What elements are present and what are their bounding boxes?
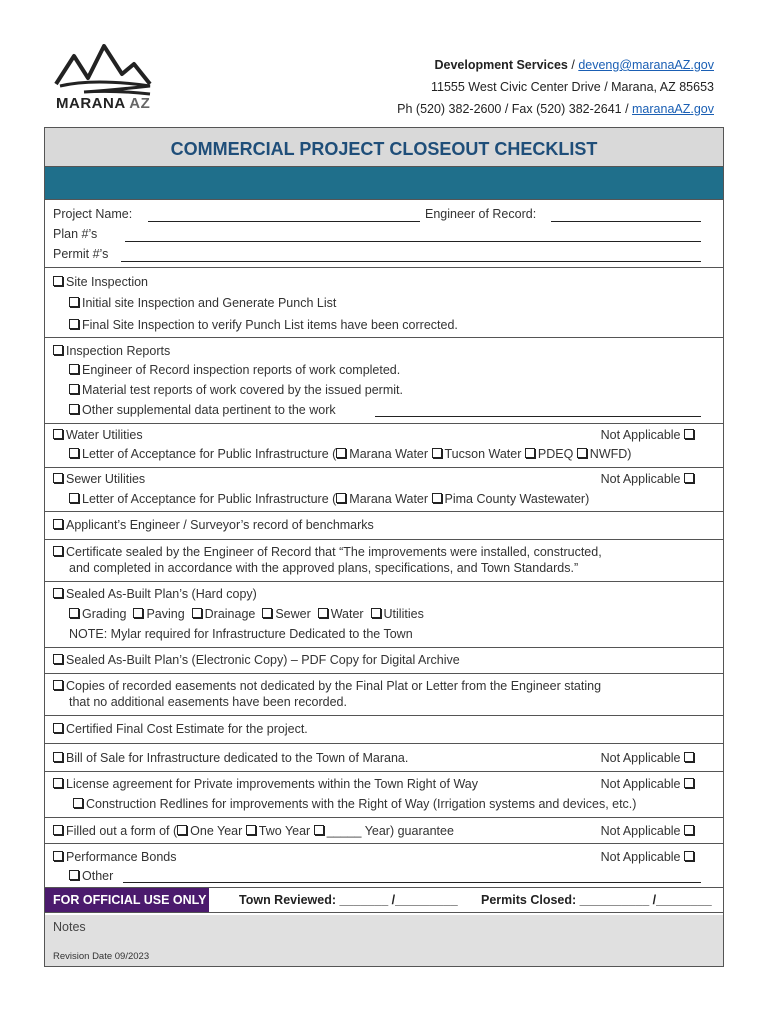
plan-label: Plan #’s [53, 227, 98, 241]
contact-header [397, 54, 714, 120]
checklist-form [44, 127, 724, 967]
pima-county-label: Pima County Wastewater) [444, 492, 590, 506]
separator: / [567, 58, 579, 72]
sewer-letter-checkbox[interactable] [69, 493, 79, 503]
pima-county-checkbox[interactable] [432, 493, 442, 503]
custom-year-checkbox[interactable] [314, 825, 324, 835]
benchmarks-checkbox[interactable] [53, 519, 63, 529]
material-test-checkbox[interactable] [69, 384, 79, 394]
one-year-label: One Year [190, 824, 243, 838]
pdeq-label: PDEQ [537, 447, 574, 461]
utilities-label: Utilities [383, 607, 424, 621]
utilities-checkbox[interactable] [371, 608, 381, 618]
certificate-section [45, 540, 723, 582]
title-accent-band [45, 167, 723, 200]
final-inspection-label: Final Site Inspection to verify Punch List items have been corrected. [82, 318, 458, 332]
cost-estimate-section [45, 716, 723, 744]
sewer-checkbox[interactable] [262, 608, 272, 618]
other-data-checkbox[interactable] [69, 404, 79, 414]
water-utilities-section [45, 424, 723, 468]
other-field[interactable] [123, 882, 701, 883]
nwfd-checkbox[interactable] [577, 448, 587, 458]
guarantee-checkbox[interactable] [53, 825, 63, 835]
water-checkbox[interactable] [318, 608, 328, 618]
inspection-reports-checkbox[interactable] [53, 345, 63, 355]
guarantee-na-label: Not Applicable [600, 824, 681, 838]
revision-date: Revision Date 09/2023 [53, 951, 150, 962]
one-year-checkbox[interactable] [177, 825, 187, 835]
easements-line2: that no additional easements have been recorded. [69, 695, 347, 709]
mylar-note: NOTE: Mylar required for Infrastructure Dedicated to the Town [69, 627, 413, 641]
benchmarks-section [45, 512, 723, 540]
guarantee-section [45, 818, 723, 844]
license-na-label: Not Applicable [600, 777, 681, 791]
redlines-checkbox[interactable] [73, 798, 83, 808]
project-name-field[interactable] [148, 221, 420, 222]
sewer-letter-label: Letter of Acceptance for Public Infrastructure ( [82, 492, 337, 506]
bill-na-label: Not Applicable [600, 751, 681, 765]
drainage-label: Drainage [204, 607, 256, 621]
water-utilities-label: Water Utilities [66, 428, 143, 442]
logo-text-az: AZ [129, 95, 151, 112]
redlines-label: Construction Redlines for improvements with the Right of Way (Irrigation systems and devices, etc.) [86, 797, 637, 811]
water-letter-label: Letter of Acceptance for Public Infrastructure ( [82, 447, 337, 461]
site-inspection-checkbox[interactable] [53, 276, 63, 286]
two-year-checkbox[interactable] [246, 825, 256, 835]
water-letter-checkbox[interactable] [69, 448, 79, 458]
initial-inspection-checkbox[interactable] [69, 297, 79, 307]
asbuilt-electronic-section [45, 648, 723, 674]
bill-of-sale-label: Bill of Sale for Infrastructure dedicated to the Town of Marana. [66, 751, 409, 765]
asbuilt-electronic-checkbox[interactable] [53, 654, 63, 664]
water-label: Water [330, 607, 364, 621]
performance-bonds-section [45, 844, 723, 888]
nwfd-label: NWFD) [589, 447, 632, 461]
sewer-utilities-checkbox[interactable] [53, 473, 63, 483]
asbuilt-hard-checkbox[interactable] [53, 588, 63, 598]
other-label: Other [82, 869, 114, 883]
official-use-tag: FOR OFFICIAL USE ONLY [45, 888, 209, 912]
marana-water-checkbox[interactable] [336, 448, 346, 458]
inspection-reports-section [45, 338, 723, 424]
certificate-line2: and completed in accordance with the approved plans, specifications, and Town Standards.” [69, 561, 579, 575]
engineer-label: Engineer of Record: [425, 207, 537, 221]
sewer-na-checkbox[interactable] [684, 473, 694, 483]
cost-estimate-checkbox[interactable] [53, 723, 63, 733]
asbuilt-hard-label: Sealed As-Built Plan’s (Hard copy) [66, 587, 257, 601]
tucson-water-checkbox[interactable] [432, 448, 442, 458]
logo-text-marana: MARANA [56, 95, 126, 112]
bill-of-sale-checkbox[interactable] [53, 752, 63, 762]
sewer-utilities-label: Sewer Utilities [66, 472, 146, 486]
sewer-marana-water-label: Marana Water [349, 492, 429, 506]
drainage-checkbox[interactable] [192, 608, 202, 618]
two-year-label: Two Year [258, 824, 311, 838]
pdeq-checkbox[interactable] [525, 448, 535, 458]
engineer-field[interactable] [551, 221, 701, 222]
grading-checkbox[interactable] [69, 608, 79, 618]
material-test-label: Material test reports of work covered by the issued permit. [82, 383, 403, 397]
water-na-checkbox[interactable] [684, 429, 694, 439]
notes-label: Notes [53, 920, 86, 934]
inspection-reports-label: Inspection Reports [66, 344, 171, 358]
bonds-na-label: Not Applicable [600, 850, 681, 864]
water-utilities-checkbox[interactable] [53, 429, 63, 439]
license-section [45, 772, 723, 818]
performance-bonds-checkbox[interactable] [53, 851, 63, 861]
license-na-checkbox[interactable] [684, 778, 694, 788]
grading-label: Grading [82, 607, 127, 621]
easements-line1: Copies of recorded easements not dedicated by the Final Plat or Letter from the Engineer stating [66, 679, 602, 693]
site-inspection-section [45, 268, 723, 338]
plan-field[interactable] [125, 241, 701, 242]
initial-inspection-label: Initial site Inspection and Generate Punch List [82, 296, 337, 310]
website-link[interactable]: maranaAZ.gov [632, 102, 714, 116]
cost-estimate-label: Certified Final Cost Estimate for the project. [66, 722, 308, 736]
marana-water-label: Marana Water [349, 447, 429, 461]
bonds-na-checkbox[interactable] [684, 851, 694, 861]
permits-closed[interactable]: Permits Closed: __________ /________ [481, 893, 712, 907]
eor-reports-label: Engineer of Record inspection reports of work completed. [82, 363, 401, 377]
asbuilt-hard-section [45, 582, 723, 648]
water-na-label: Not Applicable [600, 428, 681, 442]
easements-checkbox[interactable] [53, 680, 63, 690]
other-data-label: Other supplemental data pertinent to the work [82, 403, 336, 417]
sewer-utilities-section [45, 468, 723, 512]
eor-reports-checkbox[interactable] [69, 364, 79, 374]
dept-name: Development Services [434, 58, 568, 72]
email-link[interactable]: deveng@maranaAZ.gov [578, 58, 714, 72]
paving-checkbox[interactable] [133, 608, 143, 618]
phone-fax: Ph (520) 382-2600 / Fax (520) 382-2641 / [397, 102, 633, 116]
sewer-label: Sewer [275, 607, 311, 621]
address: 11555 West Civic Center Drive / Marana, AZ 85653 [430, 80, 714, 94]
license-checkbox[interactable] [53, 778, 63, 788]
site-inspection-label: Site Inspection [66, 275, 148, 289]
permit-label: Permit #’s [53, 247, 109, 261]
performance-bonds-label: Performance Bonds [66, 850, 177, 864]
project-name-label: Project Name: [53, 207, 133, 221]
project-info-section [45, 200, 723, 268]
permit-field[interactable] [121, 261, 701, 262]
license-label: License agreement for Private improvements within the Town Right of Way [66, 777, 478, 791]
certificate-checkbox[interactable] [53, 546, 63, 556]
form-title: COMMERCIAL PROJECT CLOSEOUT CHECKLIST [45, 128, 723, 167]
final-inspection-checkbox[interactable] [69, 319, 79, 329]
paving-label: Paving [146, 607, 185, 621]
logo-text [56, 95, 150, 112]
certificate-line1: Certificate sealed by the Engineer of Record that “The improvements were installed, constructed, [66, 545, 602, 559]
guarantee-na-checkbox[interactable] [684, 825, 694, 835]
bill-na-checkbox[interactable] [684, 752, 694, 762]
benchmarks-label: Applicant’s Engineer / Surveyor’s record of benchmarks [66, 518, 374, 532]
custom-year-label: _____ Year) guarantee [326, 824, 454, 838]
asbuilt-electronic-label: Sealed As-Built Plan’s (Electronic Copy) – PDF Copy for Digital Archive [66, 653, 460, 667]
other-data-field[interactable] [375, 416, 701, 417]
town-reviewed[interactable]: Town Reviewed: _______ /_________ [239, 893, 458, 907]
guarantee-prefix: Filled out a form of ( [66, 824, 178, 838]
other-checkbox[interactable] [69, 870, 79, 880]
official-use-bar [45, 888, 723, 913]
bill-of-sale-section [45, 744, 723, 772]
sewer-marana-water-checkbox[interactable] [336, 493, 346, 503]
sewer-na-label: Not Applicable [600, 472, 681, 486]
easements-section [45, 674, 723, 716]
tucson-water-label: Tucson Water [444, 447, 522, 461]
notes-area[interactable] [45, 915, 723, 966]
